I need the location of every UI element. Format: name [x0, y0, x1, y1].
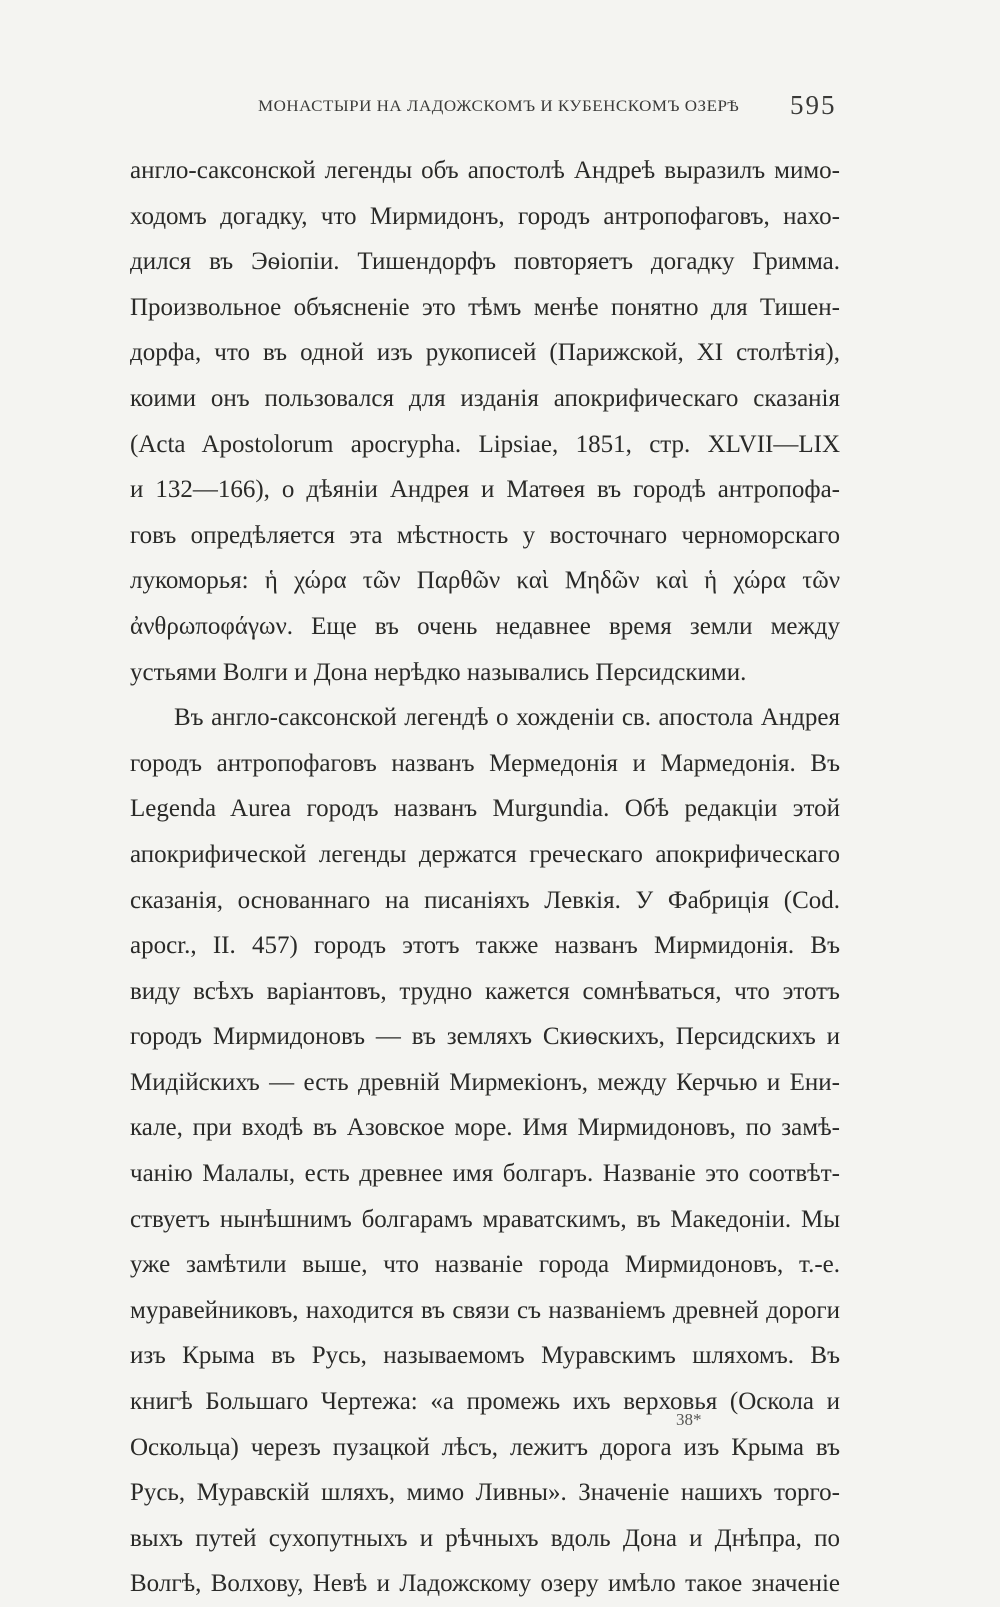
text-line: книгѣ Большаго Чертежа: «а промежь ихъ верховья (Оскола и [130, 1388, 840, 1416]
text-line: Мидійскихъ — есть древній Мирмекіонъ, между Керчью и Ени- [130, 1068, 840, 1096]
text-line: Волгѣ, Волхову, Невѣ и Ладожскому озеру имѣло такое значеніе [130, 1570, 840, 1598]
text-line: англо-саксонской легенды объ апостолѣ Андреѣ выразилъ мимо- [130, 157, 840, 184]
text-line: чанію Малалы, есть древнее имя болгаръ. Названіе это соотвѣт- [130, 1160, 840, 1188]
text-line: муравейниковъ, находится въ связи съ названіемъ древней дороги [130, 1296, 840, 1324]
text-line: ствуетъ нынѣшнимъ болгарамъ мраватскимъ, въ Македоніи. Мы [130, 1205, 840, 1233]
body-text [130, 148, 840, 1607]
page-number: 595 [790, 90, 837, 120]
text-line: ходомъ догадку, что Мирмидонъ, городъ антропофаговъ, нахо- [130, 202, 840, 230]
text-line: Произвольное объясненіе это тѣмъ менѣе понятно для Тишен- [130, 293, 840, 321]
text-line: апокрифической легенды держатся греческаго апокрифическаго [130, 840, 840, 868]
signature-mark: 38* [676, 1410, 702, 1429]
paragraph-end-line: устьями Волги и Дона нерѣдко назывались Персидскими. [130, 658, 747, 686]
text-line: Legenda Aurea городъ названъ Murgundia. Обѣ редакціи этой [130, 795, 840, 823]
text-line: (Acta Apostolorum apocrypha. Lipsiae, 1851, стр. XLVII—LIX [130, 430, 840, 458]
text-line: виду всѣхъ варіантовъ, трудно кажется сомнѣваться, что этотъ [130, 977, 840, 1005]
text-line: городъ антропофаговъ названъ Мермедонія и Мармедонія. Въ [130, 749, 840, 777]
text-line: Оскольца) черезъ пузацкой лѣсъ, лежитъ дорога изъ Крыма въ [130, 1433, 840, 1461]
text-line: сказанія, основаннаго на писаніяхъ Левкія. У Фабриція (Cod. [130, 886, 840, 914]
text-line: коими онъ пользовался для изданія апокрифическаго сказанія [130, 384, 840, 412]
text-line: кале, при входѣ въ Азовское море. Имя Мирмидоновъ, по замѣ- [130, 1114, 840, 1142]
text-line: apocr., II. 457) городъ этотъ также названъ Мирмидонія. Въ [130, 932, 840, 960]
text-line: говъ опредѣляется эта мѣстность у восточнаго черноморскаго [130, 521, 840, 549]
text-line: городъ Мирмидоновъ — въ земляхъ Скиѳскихъ, Персидскихъ и [130, 1023, 840, 1051]
running-title: МОНАСТЫРИ НА ЛАДОЖСКОМЪ И КУБЕНСКОМЪ ОЗЕРѢ [258, 96, 740, 115]
text-line: изъ Крыма въ Русь, называемомъ Муравскимъ шляхомъ. Въ [130, 1342, 840, 1370]
text-line: уже замѣтили выше, что названіе города Мирмидоновъ, т.-е. [130, 1251, 840, 1279]
text-line: и 132—166), о дѣяніи Андрея и Матѳея въ городѣ антропофа- [130, 476, 840, 504]
text-line: дился въ Эѳіопіи. Тишендорфъ повторяетъ догадку Гримма. [130, 248, 840, 276]
text-line-greek: ἀνθρωποφάγων. Еще въ очень недавнее время земли между [130, 612, 840, 640]
text-line: дорфа, что въ одной изъ рукописей (Парижской, XI столѣтія), [130, 339, 840, 367]
text-line-greek: лукоморья: ἡ χώρα τῶν Παρθῶν καὶ Μηδῶν καὶ ἡ χώρα τῶν [130, 567, 840, 595]
paragraph-first-line: Въ англо-саксонской легендѣ о хожденіи св. апостола Андрея [174, 704, 840, 732]
text-line: Русь, Муравскій шляхъ, мимо Ливны». Значеніе нашихъ торго- [130, 1479, 840, 1507]
text-line: выхъ путей сухопутныхъ и рѣчныхъ вдоль Дона и Днѣпра, по [130, 1524, 840, 1552]
